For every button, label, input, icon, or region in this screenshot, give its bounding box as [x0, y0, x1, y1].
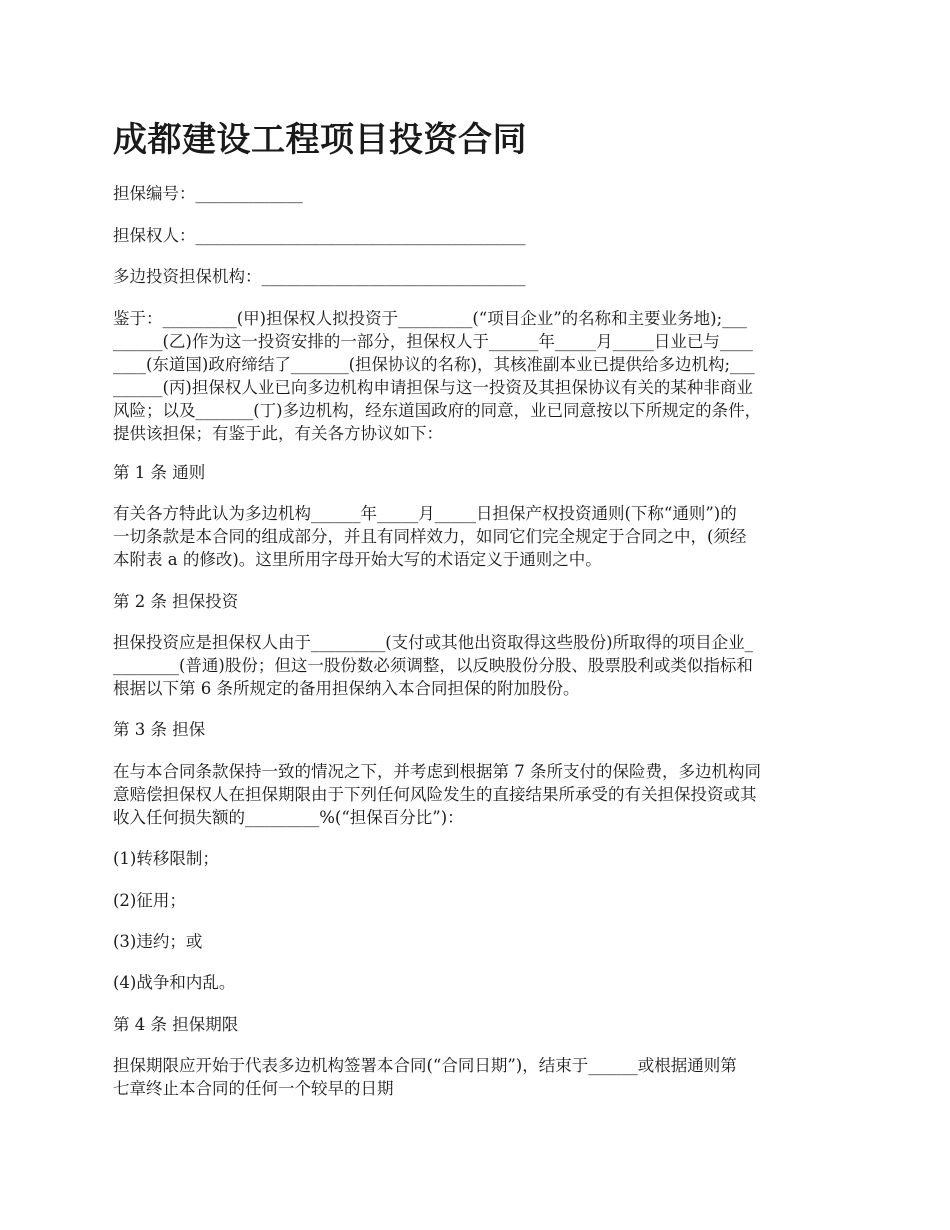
article-3-body-line: 在与本合同条款保持一致的情况之下，并考虑到根据第 7 条所支付的保险费，多边机构同: [113, 762, 761, 781]
guarantee-holder-field: 担保权人：________________________________________: [113, 226, 526, 245]
recitals-line: 提供该担保；有鉴于此，有关各方协议如下：: [113, 424, 443, 443]
article-1-body-line: 有关各方特此认为多边机构______年_____月_____日担保产权投资通则(下称“通则”)的: [113, 504, 737, 523]
recitals-line: ____(东道国)政府缔结了_______(担保协议的名称)，其核准副本业已提供给多边机构;___: [113, 355, 755, 374]
article-2-body-line: 担保投资应是担保权人由于_________(支付或其他出资取得这些股份)所取得的项目企业_: [113, 633, 753, 652]
recitals-line: ______(乙)作为这一投资安排的一部分，担保权人于______年_____月_____日业已与____: [113, 332, 753, 351]
guarantee-number-field: 担保编号：_____________: [113, 184, 303, 203]
document-title: 成都建设工程项目投资合同: [113, 120, 527, 160]
article-4-heading: 第 4 条 担保期限: [113, 1015, 239, 1034]
article-3-body-line: 收入任何损失额的_________%(“担保百分比”)：: [113, 808, 464, 827]
article-1-body-line: 一切条款是本合同的组成部分，并且有同样效力，如同它们完全规定于合同之中，(须经: [113, 527, 747, 546]
miga-agency-field: 多边投资担保机构：________________________________: [113, 267, 526, 286]
article-2-body-line: 根据以下第 6 条所规定的备用担保纳入本合同担保的附加股份。: [113, 679, 580, 698]
risk-item: (1)转移限制；: [113, 849, 219, 868]
recitals-line: 风险；以及_______(丁)多边机构，经东道国政府的同意，业已同意按以下所规定的条件，: [113, 401, 762, 420]
article-1-body-line: 本附表 a 的修改)。这里所用字母开始大写的术语定义于通则之中。: [113, 550, 602, 569]
article-3-body-line: 意赔偿担保权人在担保期限由于下列任何风险发生的直接结果所承受的有关担保投资或其: [113, 785, 757, 804]
risk-item: (2)征用；: [113, 891, 186, 910]
risk-item: (3)违约；或: [113, 932, 203, 951]
article-1-heading: 第 1 条 通则: [113, 463, 206, 482]
article-2-body-line: ________(普通)股份；但这一股份数必须调整，以反映股份分股、股票股利或类似指标和: [113, 656, 753, 675]
article-3-heading: 第 3 条 担保: [113, 720, 206, 739]
article-2-heading: 第 2 条 担保投资: [113, 592, 239, 611]
recitals-line: ______(丙)担保权人业已向多边机构申请担保与这一投资及其担保协议有关的某种非商业: [113, 378, 753, 397]
recitals-line: 鉴于：_________(甲)担保权人拟投资于_________(“项目企业”的名称和主要业务地);___: [113, 309, 747, 328]
article-4-body-line: 担保期限应开始于代表多边机构签署本合同(“合同日期”)，结束于______或根据通则第: [113, 1056, 737, 1075]
article-4-body-line: 七章终止本合同的任何一个较早的日期: [113, 1079, 394, 1098]
risk-item: (4)战争和内乱。: [113, 973, 236, 992]
